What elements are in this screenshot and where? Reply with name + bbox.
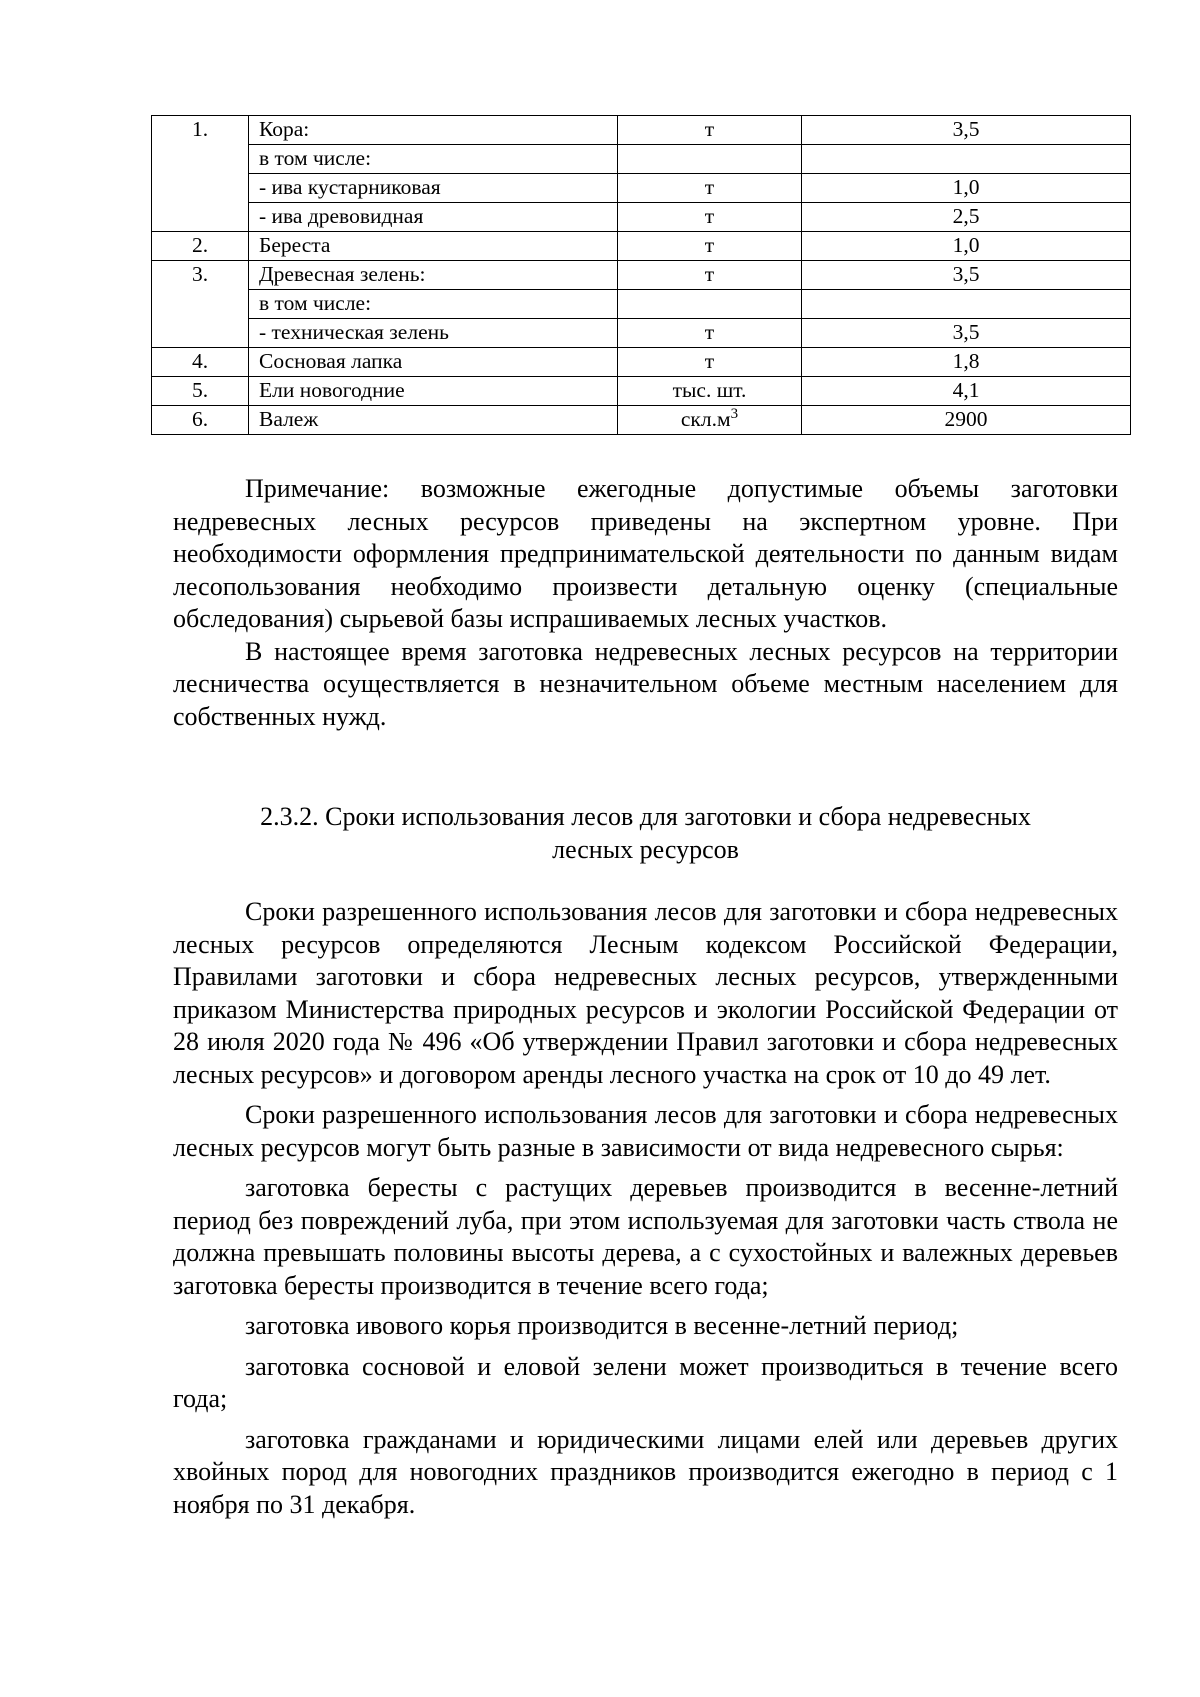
volume: 3,5: [802, 116, 1131, 145]
volume: [802, 145, 1131, 174]
table-row: [152, 203, 1131, 232]
volume: [802, 290, 1131, 319]
resource-name: Ели новогодние: [249, 377, 618, 406]
resource-name: Древесная зелень:: [249, 261, 618, 290]
resource-name: - ива древовидная: [249, 203, 618, 232]
row-number: [152, 203, 249, 232]
table-row: [152, 145, 1131, 174]
unit: [618, 290, 802, 319]
body-paragraph: Сроки разрешенного использования лесов для заготовки и сбора недревесных лесных ресурсов определяются Лесным кодексом Российской Федерации, Правилами заготовки и сбора недревесных лесных ресурсов, утвержденными приказом Министерства природных ресурсов и экологии Российской Федерации от 28 июля 2020 года № 496 «Об утверждении Правил заготовки и сбора недревесных лесных ресурсов» и договором аренды лесного участка на срок от 10 до 49 лет.: [173, 897, 1118, 1089]
section-heading-line: лесных ресурсов: [552, 834, 739, 864]
table-row: [152, 348, 1131, 377]
volume: 2,5: [802, 203, 1131, 232]
current-state-paragraph: В настоящее время заготовка недревесных лесных ресурсов на территории лесничества осуществляется в незначительном объеме местным населением для собственных нужд.: [173, 636, 1118, 731]
body-paragraph: заготовка бересты с растущих деревьев производится в весенне-летний период без повреждений луба, при этом используемая для заготовки часть ствола не должна превышать половины высоты дерева, а с сухостойных и валежных деревьев заготовка бересты производится в течение всего года;: [173, 1173, 1118, 1300]
unit: [618, 145, 802, 174]
volume: 1,0: [802, 174, 1131, 203]
resource-name: - техническая зелень: [249, 319, 618, 348]
resource-name: в том числе:: [249, 145, 618, 174]
row-number: 4.: [152, 348, 249, 377]
body-paragraph: заготовка гражданами и юридическими лицами елей или деревьев других хвойных пород для новогодних праздников производится ежегодно в период с 1 ноября по 31 декабря.: [173, 1424, 1118, 1519]
resource-name: Валеж: [249, 406, 618, 435]
unit: т: [618, 174, 802, 203]
row-number: 6.: [152, 406, 249, 435]
volume: 4,1: [802, 377, 1131, 406]
section-heading: [173, 801, 1118, 866]
unit-superscript: 3: [730, 405, 739, 422]
resource-name: Сосновая лапка: [249, 348, 618, 377]
row-number: 1.: [152, 116, 249, 145]
row-number: [152, 174, 249, 203]
table-row: [152, 116, 1131, 145]
note-block: [173, 473, 1118, 733]
body-paragraph: заготовка сосновой и еловой зелени может производиться в течение всего года;: [173, 1351, 1118, 1413]
table-row: [152, 261, 1131, 290]
unit: т: [618, 319, 802, 348]
row-number: 5.: [152, 377, 249, 406]
row-number: [152, 290, 249, 319]
table-row: [152, 290, 1131, 319]
table-row: [152, 319, 1131, 348]
volume: 1,0: [802, 232, 1131, 261]
resource-name: в том числе:: [249, 290, 618, 319]
unit: тыс. шт.: [618, 377, 802, 406]
unit: [618, 406, 802, 435]
resource-name: Кора:: [249, 116, 618, 145]
section-heading-line: 2.3.2. Сроки использования лесов для заготовки и сбора недревесных: [260, 802, 1031, 831]
volume: 3,5: [802, 319, 1131, 348]
section-body: [173, 896, 1118, 1521]
resources-table: [151, 115, 1131, 435]
volume: 3,5: [802, 261, 1131, 290]
unit: т: [618, 203, 802, 232]
unit-text: скл.м: [680, 407, 731, 431]
row-number: 3.: [152, 261, 249, 290]
body-paragraph: Сроки разрешенного использования лесов для заготовки и сбора недревесных лесных ресурсов могут быть разные в зависимости от вида недревесного сырья:: [173, 1100, 1118, 1162]
volume: 1,8: [802, 348, 1131, 377]
unit: т: [618, 116, 802, 145]
volume: 2900: [802, 406, 1131, 435]
table-row: [152, 377, 1131, 406]
row-number: [152, 319, 249, 348]
unit: т: [618, 232, 802, 261]
table-row: [152, 174, 1131, 203]
body-paragraph: заготовка ивового корья производится в весенне-летний период;: [245, 1311, 959, 1340]
table-row: [152, 406, 1131, 435]
unit: т: [618, 348, 802, 377]
resource-name: - ива кустарниковая: [249, 174, 618, 203]
row-number: [152, 145, 249, 174]
row-number: 2.: [152, 232, 249, 261]
note-paragraph: Примечание: возможные ежегодные допустимые объемы заготовки недревесных лесных ресурсов приведены на экспертном уровне. При необходимости оформления предпринимательской деятельности по данным видам лесопользования необходимо произвести детальную оценку (специальные обследования) сырьевой базы испрашиваемых лесных участков.: [173, 474, 1118, 633]
table-row: [152, 232, 1131, 261]
unit: т: [618, 261, 802, 290]
resource-name: Береста: [249, 232, 618, 261]
